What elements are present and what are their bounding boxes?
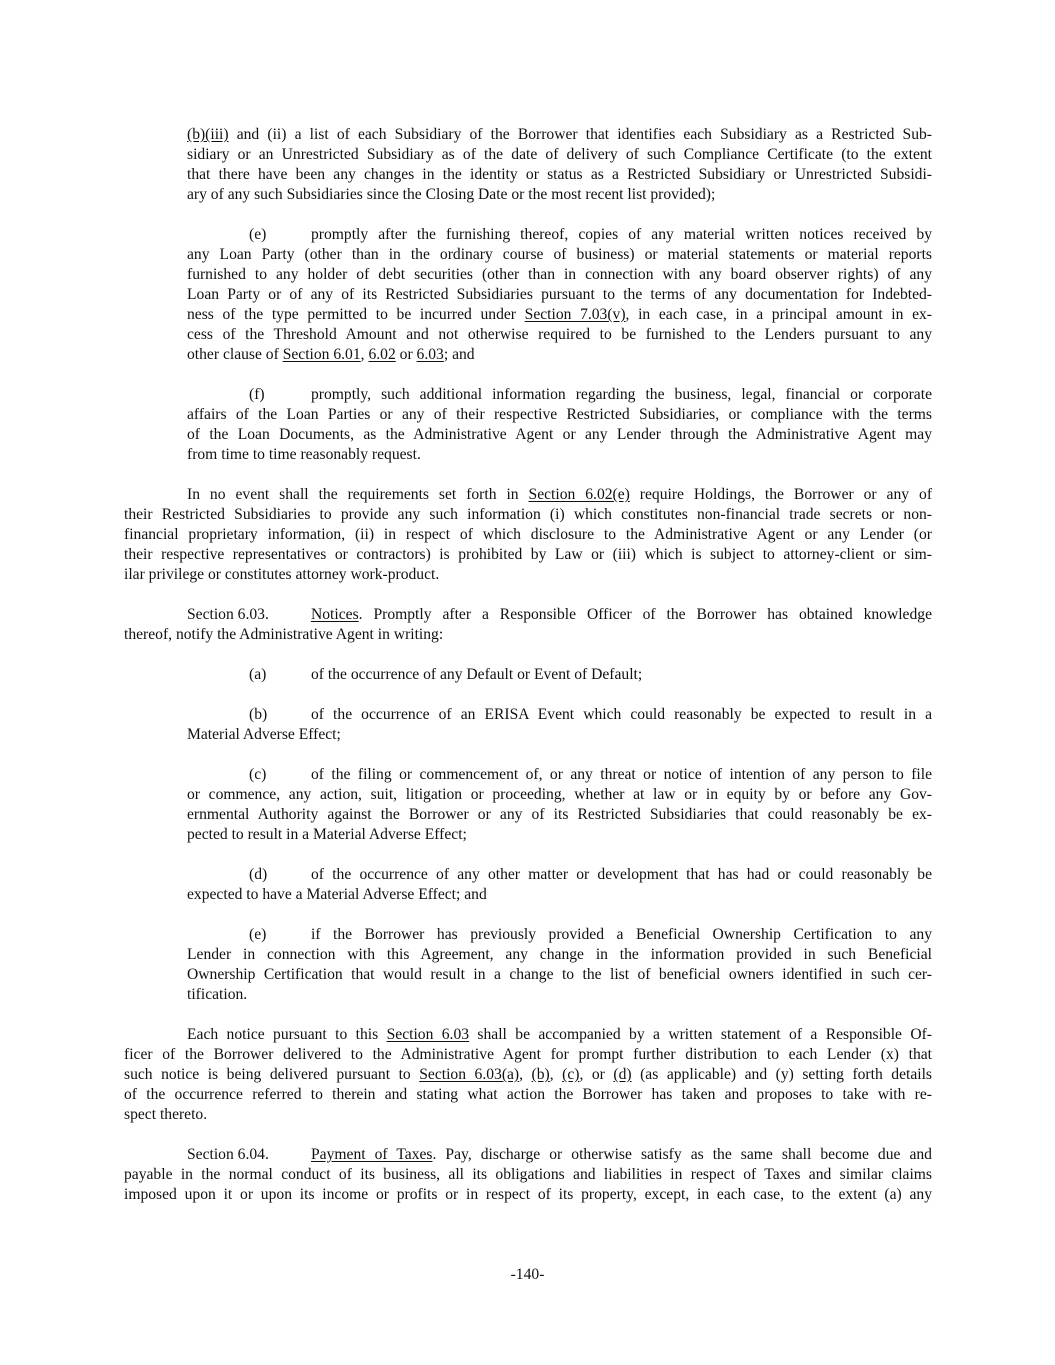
paragraph-item [124,925,932,1005]
text-run: their Restricted Subsidiaries to provide any such information (i) which constitutes non-financial trade secrets or non- [124,506,932,523]
text-run: payable in the normal conduct of its business, all its obligations and liabilities in respect of Taxes and similar claims [124,1166,932,1183]
paragraph-heading [124,1145,932,1205]
text-run: Each notice pursuant to this [187,1026,387,1043]
text-line [187,825,932,845]
text-line [124,505,932,525]
text-run: ; and [443,346,475,363]
text-run: of the occurrence of an ERISA Event which could reasonably be expected to result in a [311,706,932,723]
paragraph-block [124,125,932,205]
text-run: affairs of the Loan Parties or any of their respective Restricted Subsidiaries, or compliance with the terms [187,406,932,423]
text-run: of the Loan Documents, as the Administrative Agent or any Lender through the Administrative Agent may [187,426,932,443]
text-run: or [395,346,417,363]
text-line [124,605,932,625]
text-run: ilar privilege or constitutes attorney work-product. [124,566,440,583]
underlined-reference: (c) [562,1066,580,1083]
underlined-reference: Notices [311,606,359,623]
text-run: cess of the Threshold Amount and not otherwise required to be furnished to the Lenders pursuant to any [187,326,932,343]
paragraph-body [124,1025,932,1125]
text-line [187,325,932,345]
text-run: , or [579,1066,614,1083]
text-run: , [519,1066,532,1083]
text-run: . Pay, discharge or otherwise satisfy as the same shall become due and [432,1146,932,1163]
text-line [187,405,932,425]
text-run: of the occurrence referred to therein and stating what action the Borrower has taken and proposes to take with re- [124,1086,932,1103]
text-line [124,1085,932,1105]
text-line [124,625,932,645]
underlined-reference: Section 6.02(e) [528,486,630,503]
text-run: Ownership Certification that would result in a change to the list of beneficial owners identified in such cer- [187,966,932,983]
text-line [124,545,932,565]
text-line [187,145,932,165]
text-line [187,445,932,465]
text-line [187,305,932,325]
text-line [187,385,932,405]
section-number: Section 6.04. [187,1146,269,1163]
text-line [187,925,932,945]
underlined-reference: Payment of Taxes [311,1146,433,1163]
text-run: thereof, notify the Administrative Agent in writing: [124,626,444,643]
underlined-reference: 6.03 [416,346,444,363]
underlined-reference: 6.02 [368,346,396,363]
underlined-reference: Section 6.03(a) [419,1066,520,1083]
paragraph-item [124,865,932,905]
text-run: that there have been any changes in the identity or status as a Restricted Subsidiary or Unrestricted Subsidi- [187,166,932,183]
text-run: expected to have a Material Adverse Effect; and [187,886,487,903]
page-number: -140- [510,1266,545,1283]
text-line [124,1185,932,1205]
text-run: ficer of the Borrower delivered to the Administrative Agent for prompt further distribution to each Lender (x) that [124,1046,932,1063]
text-run: promptly after the furnishing thereof, copies of any material written notices received by [311,226,932,243]
text-run: In no event shall the requirements set forth in [187,486,529,503]
underlined-reference: (b) [531,1066,550,1083]
text-line [187,765,932,785]
text-run: financial proprietary information, (ii) in respect of which disclosure to the Administrative Agent or any Lender (or [124,526,932,543]
text-run: imposed upon it or upon its income or profits or in respect of its property, except, in each case, to the extent (a) any [124,1186,932,1203]
text-run: require Holdings, the Borrower or any of [629,486,933,503]
text-line [124,565,932,585]
text-run: (as applicable) and (y) setting forth details [631,1066,932,1083]
underlined-reference: Section 7.03(v) [524,306,626,323]
underlined-reference: Section 6.01 [282,346,361,363]
text-line [124,1165,932,1185]
paragraph-heading [124,605,932,645]
text-run: shall be accompanied by a written statement of a Responsible Of- [469,1026,932,1043]
text-line [187,245,932,265]
text-line [187,865,932,885]
text-line [187,345,932,365]
text-run: , [360,346,369,363]
text-run: of the filing or commencement of, or any threat or notice of intention of any person to file [311,766,932,783]
text-run: any Loan Party (other than in the ordinary course of business) or material statements or material reports [187,246,932,263]
text-line [187,705,932,725]
text-line [187,945,932,965]
text-run: furnished to any holder of debt securities (other than in connection with any board observer rights) of any [187,266,932,283]
clause-label: (a) [249,666,267,683]
text-line [124,1025,932,1045]
paragraph-item [124,385,932,465]
text-run: from time to time reasonably request. [187,446,421,463]
text-run: and (ii) a list of each Subsidiary of the Borrower that identifies each Subsidiary as a Restricted Sub- [228,126,932,143]
text-run: of the occurrence of any Default or Event of Default; [311,666,643,683]
text-run: ernmental Authority against the Borrower or any of its Restricted Subsidiaries that could reasonably be ex- [187,806,932,823]
text-run: their respective representatives or contractors) is prohibited by Law or (iii) which is subject to attorney-client or sim- [124,546,932,563]
clause-label: (e) [249,926,267,943]
text-line [124,1105,932,1125]
text-line [124,1145,932,1165]
underlined-reference: Section 6.03 [386,1026,470,1043]
text-run: Lender in connection with this Agreement, any change in the information provided in such Beneficial [187,946,932,963]
text-run: ness of the type permitted to be incurred under [187,306,525,323]
text-line [187,165,932,185]
text-line [187,285,932,305]
text-line [187,965,932,985]
text-run: , [549,1066,563,1083]
text-line [187,125,932,145]
clause-label: (e) [249,226,267,243]
text-line [187,185,932,205]
paragraph-item [124,225,932,365]
text-run: or commence, any action, suit, litigation or proceeding, whether at law or in equity by or before any Gov- [187,786,932,803]
text-run: such notice is being delivered pursuant to [124,1066,420,1083]
clause-label: (b) [249,706,268,723]
text-line [187,225,932,245]
text-line [187,425,932,445]
text-run: promptly, such additional information regarding the business, legal, financial or corporate [311,386,932,403]
text-run: . Promptly after a Responsible Officer of the Borrower has obtained knowledge [358,606,932,623]
text-run: if the Borrower has previously provided a Beneficial Ownership Certification to any [311,926,932,943]
text-run: pected to result in a Material Adverse Effect; [187,826,467,843]
section-number: Section 6.03. [187,606,269,623]
text-run: Material Adverse Effect; [187,726,341,743]
text-line [187,885,932,905]
text-run: tification. [187,986,248,1003]
text-line [124,525,932,545]
text-line [187,665,932,685]
paragraph-body [124,485,932,585]
text-line [124,1045,932,1065]
underlined-reference: (b)(iii) [187,126,229,143]
text-line [187,785,932,805]
clause-label: (f) [249,386,265,403]
text-run: of the occurrence of any other matter or development that has had or could reasonably be [311,866,932,883]
text-run: spect thereto. [124,1106,208,1123]
paragraph-item [124,765,932,845]
text-line [124,1065,932,1085]
text-run: other clause of [187,346,283,363]
text-run: , in each case, in a principal amount in ex- [625,306,932,323]
paragraph-item [124,705,932,745]
clause-label: (d) [249,866,268,883]
text-line [187,985,932,1005]
text-line [187,805,932,825]
text-run: Loan Party or of any of its Restricted Subsidiaries pursuant to the terms of any documentation for Indebted- [187,286,932,303]
text-line [187,265,932,285]
text-line [124,485,932,505]
underlined-reference: (d) [613,1066,632,1083]
text-run: ary of any such Subsidiaries since the Closing Date or the most recent list provided); [187,186,716,203]
text-run: sidiary or an Unrestricted Subsidiary as of the date of delivery of such Compliance Certificate (to the extent [187,146,932,163]
document-body [124,125,932,1225]
paragraph-item [124,665,932,685]
clause-label: (c) [249,766,267,783]
text-line [187,725,932,745]
